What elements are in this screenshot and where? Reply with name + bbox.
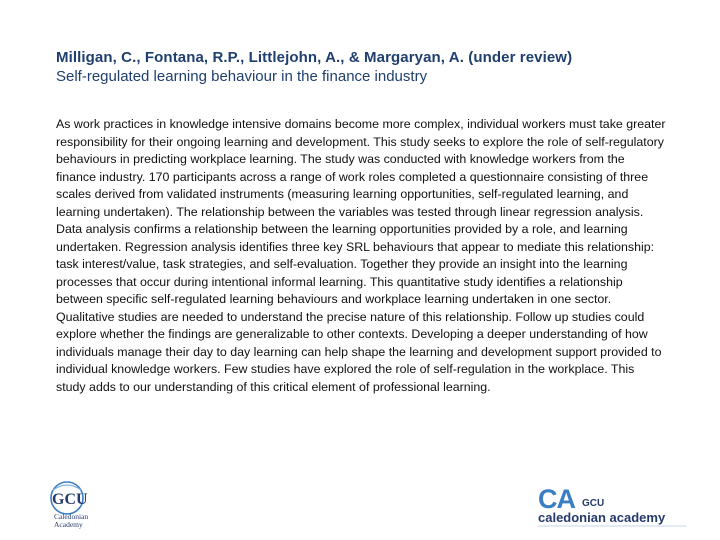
logo-left-line1: Caledonian — [54, 512, 89, 521]
gcu-caledonian-academy-logo — [44, 480, 114, 530]
paper-title: Self-regulated learning behaviour in the finance industry — [56, 68, 428, 85]
logo-left-abbr: GCU — [52, 491, 88, 508]
logo-right-abbr: GCU — [582, 498, 605, 509]
citation: Milligan, C., Fontana, R.P., Littlejohn, A., & Margaryan, A. (under review) — [56, 49, 573, 66]
abstract-text: As work practices in knowledge intensive domains become more complex, individual workers must take greater responsibility for their ongoing learning and development. This study seeks to explore the role of self-regulatory behaviours in predicting workplace learning. The study was conducted with knowledge workers from the finance industry. 170 participants across a range of work roles completed a questionnaire consisting of three scales derived from validated instruments (measuring learning opportunities, self-regulated learning, and learning undertaken). The relationship between the variables was tested through linear regression analysis. Data analysis confirms a relationship between the learning opportunities provided by a role, and learning undertaken. Regression analysis identifies three key SRL behaviours that appear to mediate this relationship: task interest/value, task strategies, and self-evaluation. Together they provide an insight into the learning processes that occur during intentional informal learning. This quantitative study identifies a relationship between specific self-regulated learning behaviours and workplace learning undertaken in one sector. Qualitative studies are needed to understand the precise nature of this relationship. Follow up studies could explore whether the findings are generalizable to other contexts. Developing a deeper understanding of how individuals manage their day to day learning can help shape the learning and development support provided to individual knowledge workers. Few studies have explored the role of self-regulation in the workplace. This study adds to our understanding of this critical element of professional learning. — [56, 117, 666, 394]
caledonian-academy-logo — [536, 484, 696, 530]
logo-left-line2: Academy — [54, 520, 83, 529]
header — [56, 48, 676, 87]
logo-right-mark: CA — [538, 484, 575, 514]
logo-right-name: caledonian academy — [538, 510, 666, 525]
